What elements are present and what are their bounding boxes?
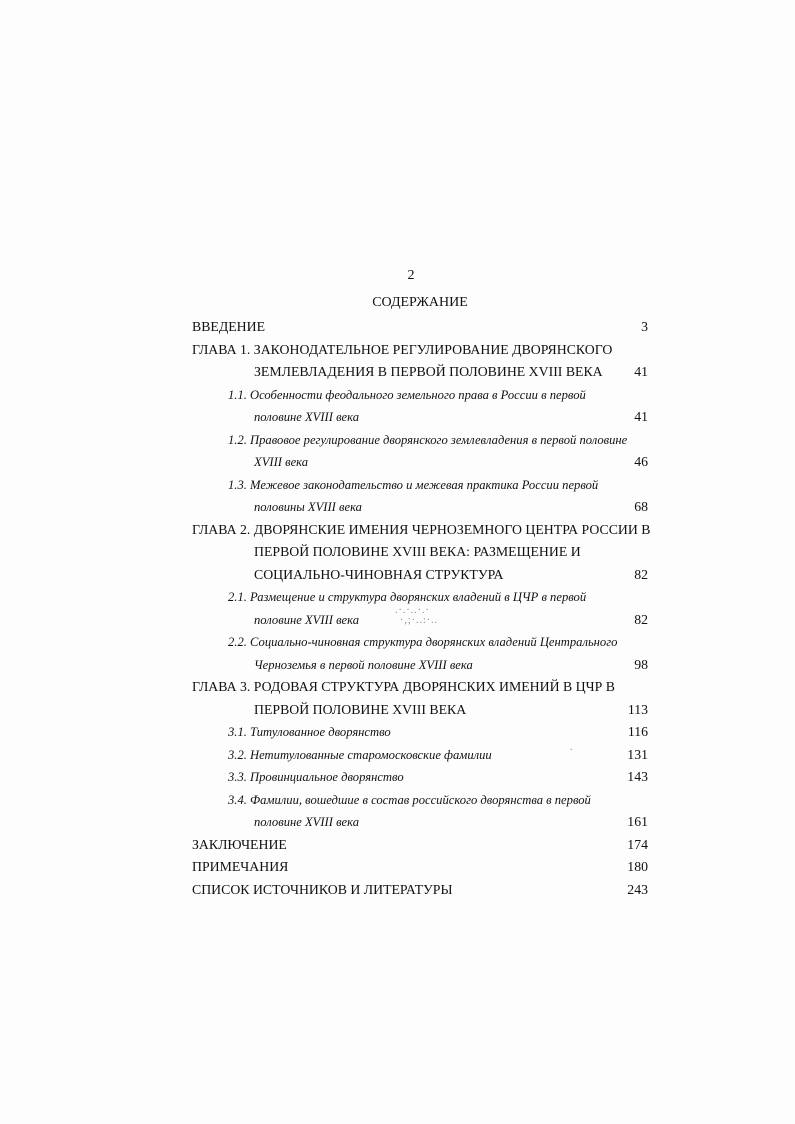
toc-entry-notes bbox=[192, 856, 648, 879]
toc-entry-title-cont: половины XVIII века bbox=[254, 500, 362, 514]
toc-entry-chapter-2 bbox=[192, 519, 651, 542]
toc-entry-title: ГЛАВА 3. РОДОВАЯ СТРУКТУРА ДВОРЯНСКИХ ИМЕНИЙ В ЦЧР В bbox=[192, 679, 615, 694]
toc-entry-page: 68 bbox=[634, 499, 648, 514]
toc-entry-page: 3 bbox=[641, 319, 648, 334]
toc-entry-section-1-1-cont bbox=[192, 406, 648, 429]
toc-entry-introduction bbox=[192, 316, 648, 339]
toc-entry-chapter-1 bbox=[192, 339, 648, 362]
toc-entry-page: 143 bbox=[627, 769, 648, 784]
toc-entry-title-cont: СОЦИАЛЬНО-ЧИНОВНАЯ СТРУКТУРА bbox=[254, 566, 504, 582]
toc-entry-section-3-2 bbox=[192, 744, 648, 767]
scan-noise: ·,;·..:·.. bbox=[400, 615, 439, 626]
toc-entry-chapter-3-cont bbox=[192, 699, 648, 722]
toc-entry-title: 3.1. Титулованное дворянство bbox=[228, 725, 391, 739]
page-number: 2 bbox=[407, 268, 415, 283]
toc-entry-section-3-4 bbox=[192, 789, 648, 812]
toc-entry-section-3-3 bbox=[192, 766, 648, 789]
toc-entry-bibliography bbox=[192, 879, 648, 902]
toc-entry-title: ГЛАВА 1. ЗАКОНОДАТЕЛЬНОЕ РЕГУЛИРОВАНИЕ ДВОРЯНСКОГО bbox=[192, 341, 613, 357]
toc-entry-section-1-2-cont bbox=[192, 451, 648, 474]
toc-entry-page: 161 bbox=[627, 814, 648, 829]
toc-entry-section-2-2-cont bbox=[192, 654, 648, 677]
toc-entry-title: ЗАКЛЮЧЕНИЕ bbox=[192, 836, 287, 852]
toc-entry-title: 3.4. Фамилии, вошедшие в состав российского дворянства в первой bbox=[228, 792, 591, 807]
toc-entry-page: 116 bbox=[627, 724, 648, 739]
toc-entry-page: 82 bbox=[634, 566, 648, 582]
toc-entry-section-2-2 bbox=[192, 631, 648, 654]
toc-entry-conclusion bbox=[192, 834, 648, 857]
toc-entry-page: 243 bbox=[627, 881, 648, 897]
toc-entry-title: 1.3. Межевое законодательство и межевая практика России первой bbox=[228, 477, 599, 492]
toc-entry-page: 98 bbox=[634, 656, 648, 672]
toc-entry-section-1-1 bbox=[192, 384, 648, 407]
toc-entry-title: СПИСОК ИСТОЧНИКОВ И ЛИТЕРАТУРЫ bbox=[192, 881, 453, 897]
toc-entry-title: 2.1. Размещение и структура дворянских владений в ЦЧР в первой bbox=[228, 590, 587, 604]
toc-entry-chapter-1-cont bbox=[192, 361, 648, 384]
toc-entry-title: ГЛАВА 2. ДВОРЯНСКИЕ ИМЕНИЯ ЧЕРНОЗЕМНОГО ЦЕНТРА РОССИИ В bbox=[192, 521, 651, 537]
toc-entry-title-cont: ПЕРВОЙ ПОЛОВИНЕ XVIII ВЕКА: РАЗМЕЩЕНИЕ И bbox=[254, 544, 581, 559]
toc-entry-title-cont: Черноземья в первой половине XVIII века bbox=[254, 657, 473, 672]
toc-entry-title: ВВЕДЕНИЕ bbox=[192, 319, 266, 334]
toc-entry-title: ПРИМЕЧАНИЯ bbox=[192, 859, 289, 874]
toc-entry-title-cont: половине XVIII века bbox=[254, 410, 360, 424]
page-title: СОДЕРЖАНИЕ bbox=[372, 295, 468, 310]
scan-noise: . bbox=[570, 742, 574, 753]
toc-entry-page: 174 bbox=[627, 836, 648, 852]
toc-entry-section-1-2 bbox=[192, 429, 648, 452]
toc-entry-page: 180 bbox=[627, 859, 648, 874]
toc-entry-title-cont: половине XVIII века bbox=[254, 815, 360, 829]
toc-entry-page: 46 bbox=[634, 454, 648, 469]
toc-entry-title: 3.3. Провинциальное дворянство bbox=[228, 770, 404, 784]
toc-entry-page: 113 bbox=[627, 701, 648, 717]
toc-entry-page: 41 bbox=[634, 364, 648, 379]
toc-entry-chapter-3 bbox=[192, 676, 648, 699]
toc-entry-section-1-3 bbox=[192, 474, 648, 497]
scan-noise: .·.·..·.· bbox=[395, 605, 430, 616]
toc-entry-page: 131 bbox=[627, 746, 648, 762]
toc-entry-chapter-2-cont bbox=[192, 541, 648, 564]
toc-entry-section-1-3-cont bbox=[192, 496, 648, 519]
toc-entry-page: 82 bbox=[634, 611, 648, 627]
toc-entry-section-3-4-cont bbox=[192, 811, 648, 834]
toc-entry-page: 41 bbox=[634, 409, 648, 424]
toc-entry-title: 3.2. Нетитулованные старомосковские фамилии bbox=[228, 747, 492, 762]
toc-entry-title: 2.2. Социально-чиновная структура дворянских владений Центрального bbox=[228, 635, 618, 649]
toc-entry-title: 1.2. Правовое регулирование дворянского землевладения в первой половине bbox=[228, 432, 628, 447]
toc-entry-chapter-2-cont2 bbox=[192, 564, 648, 587]
toc-entry-title-cont: ПЕРВОЙ ПОЛОВИНЕ XVIII ВЕКА bbox=[254, 701, 467, 717]
toc-entry-section-3-1 bbox=[192, 721, 648, 744]
toc-entry-title-cont: XVIII века bbox=[254, 455, 309, 469]
toc-entry-title-cont: ЗЕМЛЕВЛАДЕНИЯ В ПЕРВОЙ ПОЛОВИНЕ XVIII ВЕКА bbox=[254, 364, 603, 379]
toc-entry-title: 1.1. Особенности феодального земельного права в России в первой bbox=[228, 387, 586, 402]
toc-entry-title-cont: половине XVIII века bbox=[254, 612, 360, 627]
